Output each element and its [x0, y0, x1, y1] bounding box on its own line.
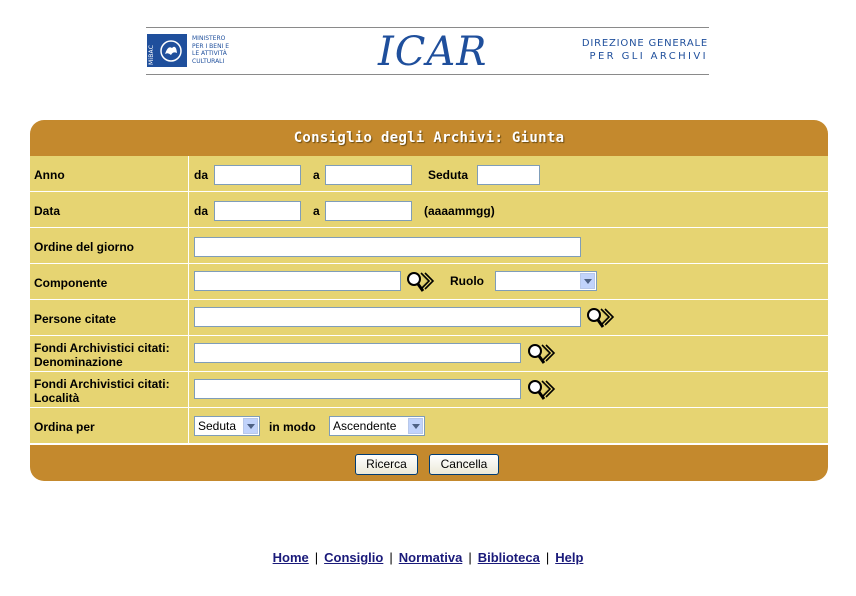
componente-label: Componente — [34, 276, 108, 290]
row-anno — [30, 156, 828, 192]
anno-label: Anno — [34, 168, 65, 182]
footer-separator: | — [314, 550, 319, 565]
fondi-loc-label-1: Fondi Archivistici citati: — [34, 377, 170, 391]
anno-da-input[interactable] — [214, 165, 301, 185]
anno-a-input[interactable] — [325, 165, 412, 185]
footer-link-help[interactable]: Help — [555, 550, 584, 565]
direzione-line2: PER GLI ARCHIVI — [589, 51, 708, 62]
mibac-logo — [147, 34, 187, 67]
in-modo-label: in modo — [269, 420, 316, 434]
chevron-down-icon[interactable] — [243, 418, 258, 434]
row-label — [30, 408, 189, 443]
row-fondi-denominazione — [30, 336, 828, 372]
search-form-panel — [30, 120, 828, 481]
anno-da-label: da — [194, 168, 209, 182]
footer-nav — [0, 550, 856, 565]
modo-select[interactable] — [329, 416, 425, 436]
modo-value: Ascendente — [333, 419, 397, 433]
seduta-label: Seduta — [428, 168, 469, 182]
lookup-icon[interactable] — [526, 341, 558, 367]
componente-input[interactable] — [194, 271, 401, 291]
ministero-line: CULTURALI — [192, 57, 225, 65]
row-fields — [189, 408, 828, 443]
row-fields — [189, 228, 828, 263]
lookup-icon[interactable] — [526, 377, 558, 403]
lookup-icon[interactable] — [405, 269, 437, 295]
site-header — [146, 27, 709, 75]
row-label — [30, 336, 189, 371]
site-title: ICAR — [378, 29, 488, 75]
chevron-down-icon[interactable] — [580, 273, 595, 289]
row-data — [30, 192, 828, 228]
seduta-input[interactable] — [477, 165, 540, 185]
row-fondi-localita — [30, 372, 828, 408]
chevron-down-icon[interactable] — [408, 418, 423, 434]
persone-label: Persone citate — [34, 312, 117, 326]
footer-separator: | — [545, 550, 550, 565]
ruolo-label: Ruolo — [450, 274, 484, 288]
footer-separator: | — [389, 550, 393, 565]
ruolo-select[interactable] — [495, 271, 597, 291]
fondi-loc-label-2: Località — [34, 391, 80, 405]
row-fields — [189, 192, 828, 227]
panel-footer — [30, 445, 828, 481]
logo-vertical-text: MiBAC — [148, 44, 155, 65]
footer-link-normativa[interactable]: Normativa — [398, 550, 463, 565]
footer-link-home[interactable]: Home — [272, 550, 309, 565]
data-a-label: a — [313, 204, 320, 218]
ordina-value: Seduta — [198, 419, 237, 433]
footer-link-consiglio[interactable]: Consiglio — [324, 550, 384, 565]
direzione-line1: DIREZIONE GENERALE — [581, 38, 708, 49]
ministero-text — [192, 35, 252, 65]
row-fields — [189, 336, 828, 371]
data-da-label: da — [194, 204, 209, 218]
ministero-line: LE ATTIVITÀ — [192, 50, 227, 57]
row-label — [30, 228, 189, 263]
form-title: Consiglio degli Archivi: Giunta — [293, 130, 565, 146]
row-componente — [30, 264, 828, 300]
row-fields — [189, 264, 828, 299]
persone-citate-input[interactable] — [194, 307, 581, 327]
row-ordine-giorno — [30, 228, 828, 264]
row-label — [30, 192, 189, 227]
fondi-den-label-1: Fondi Archivistici citati: — [34, 341, 170, 355]
data-a-input[interactable] — [325, 201, 412, 221]
data-da-input[interactable] — [214, 201, 301, 221]
ministero-line: MINISTERO — [192, 35, 226, 42]
row-label — [30, 264, 189, 299]
ordina-per-select[interactable] — [194, 416, 260, 436]
footer-link-biblioteca[interactable]: Biblioteca — [477, 550, 540, 565]
row-persone-citate — [30, 300, 828, 336]
row-label — [30, 372, 189, 407]
lookup-icon[interactable] — [585, 305, 617, 331]
anno-a-label: a — [313, 168, 320, 182]
row-fields — [189, 156, 828, 191]
ordine-giorno-input[interactable] — [194, 237, 581, 257]
footer-separator: | — [468, 550, 472, 565]
form-rows — [30, 156, 828, 444]
ordine-label: Ordine del giorno — [34, 240, 135, 254]
cancella-button[interactable]: Cancella — [429, 454, 499, 475]
panel-header — [30, 120, 828, 156]
data-label: Data — [34, 204, 61, 218]
date-format-hint: (aaaammgg) — [424, 204, 495, 218]
row-label — [30, 156, 189, 191]
row-fields — [189, 372, 828, 407]
row-label — [30, 300, 189, 335]
row-fields — [189, 300, 828, 335]
ordina-label: Ordina per — [34, 420, 95, 434]
direzione-text — [582, 37, 708, 63]
fondi-den-label-2: Denominazione — [34, 355, 123, 369]
emblem-icon — [159, 39, 183, 63]
ricerca-button[interactable]: Ricerca — [355, 454, 418, 475]
ministero-line: PER I BENI E — [192, 42, 230, 50]
fondi-localita-input[interactable] — [194, 379, 521, 399]
fondi-denominazione-input[interactable] — [194, 343, 521, 363]
row-ordina-per — [30, 408, 828, 444]
